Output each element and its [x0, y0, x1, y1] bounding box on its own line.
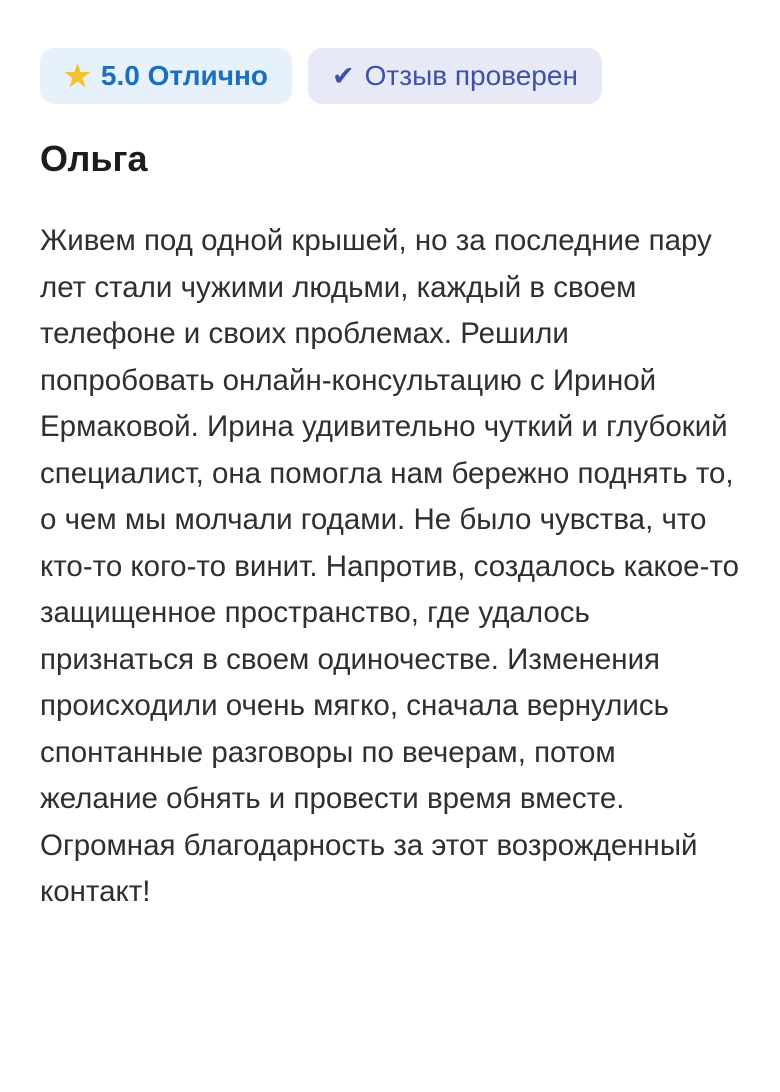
review-text: Живем под одной крышей, но за последние пару лет стали чужими людьми, каждый в своем телефоне и своих проблемах. Решили попробовать онлайн-консультацию с Ириной Ермаковой. Ирина удивительно чуткий и глубокий специалист, она помогла нам бережно поднять то, о чем мы молчали годами. Не было чувства, что кто-то кого-то винит. Напротив, создалось какое-то защищенное пространство, где удалось признаться в своем одиночестве. Изменения происходили очень мягко, сначала вернулись спонтанные разговоры по вечерам, потом желание обнять и провести время вместе. Огромная благодарность за этот возрожденный контакт! — [40, 224, 739, 908]
rating-badge — [40, 48, 292, 104]
review-badges — [40, 48, 740, 104]
star-icon: ★ — [64, 59, 91, 93]
verified-badge — [308, 48, 602, 104]
check-icon: ✔ — [332, 60, 355, 91]
review-author: Ольга — [40, 138, 148, 179]
verified-badge-label: Отзыв проверен — [364, 60, 578, 91]
rating-badge-label: 5.0 Отлично — [100, 60, 269, 91]
